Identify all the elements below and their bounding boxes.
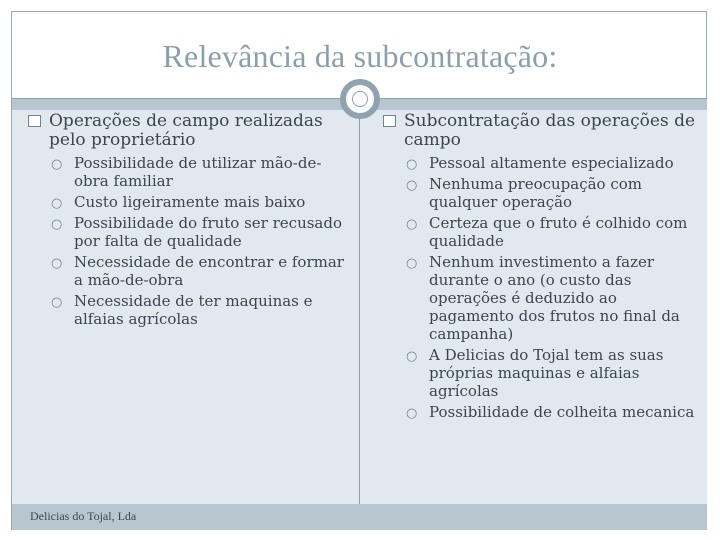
left-item-list <box>27 154 352 328</box>
hollow-circle-bullet-icon: ○ <box>406 157 418 172</box>
footer-company-name: Delicias do Tojal, Lda <box>30 509 137 523</box>
hollow-circle-bullet-icon: ○ <box>51 217 63 232</box>
column-divider <box>359 98 360 504</box>
slide-title: Relevância da subcontratação: <box>162 38 558 74</box>
hollow-circle-bullet-icon: ○ <box>406 217 418 232</box>
left-heading-text: Operações de campo realizadas pelo proprietário <box>49 111 323 150</box>
hollow-circle-bullet-icon: ○ <box>406 406 418 421</box>
hollow-circle-bullet-icon: ○ <box>406 349 418 364</box>
list-item: ○ Necessidade de encontrar e formar a mão-de-obra <box>51 253 344 289</box>
checkbox-icon <box>383 115 396 127</box>
right-heading-text: Subcontratação das operações de campo <box>404 111 696 150</box>
hollow-circle-bullet-icon: ○ <box>406 256 418 271</box>
list-item: ○ Custo ligeiramente mais baixo <box>51 193 306 211</box>
list-item: ○ Necessidade de ter maquinas e alfaias agrícolas <box>51 292 313 328</box>
right-item-list <box>382 154 700 421</box>
hollow-circle-bullet-icon: ○ <box>406 178 418 193</box>
list-item: ○ Pessoal altamente especializado <box>406 154 674 172</box>
list-item: ○ Certeza que o fruto é colhido com qualidade <box>406 214 688 250</box>
right-heading <box>382 112 700 150</box>
list-item: ○ Nenhum investimento a fazer durante o ano (o custo das operações é deduzido ao pagamento dos frutos no final da campanha) <box>406 253 680 343</box>
hollow-circle-bullet-icon: ○ <box>51 256 63 271</box>
left-heading <box>27 112 352 150</box>
hollow-circle-bullet-icon: ○ <box>51 157 63 172</box>
hollow-circle-bullet-icon: ○ <box>51 196 63 211</box>
list-item: ○ Possibilidade de colheita mecanica <box>406 403 695 421</box>
hollow-circle-bullet-icon: ○ <box>51 295 63 310</box>
left-column <box>27 112 352 331</box>
checkbox-icon <box>28 115 41 127</box>
list-item: ○ Possibilidade do fruto ser recusado por falta de qualidade <box>51 214 343 250</box>
list-item: ○ Nenhuma preocupação com qualquer operação <box>406 175 643 211</box>
list-item: ○ A Delicias do Tojal tem as suas próprias maquinas e alfaias agrícolas <box>406 346 664 400</box>
list-item: ○ Possibilidade de utilizar mão-de-obra familiar <box>51 154 322 190</box>
right-column <box>382 112 700 424</box>
